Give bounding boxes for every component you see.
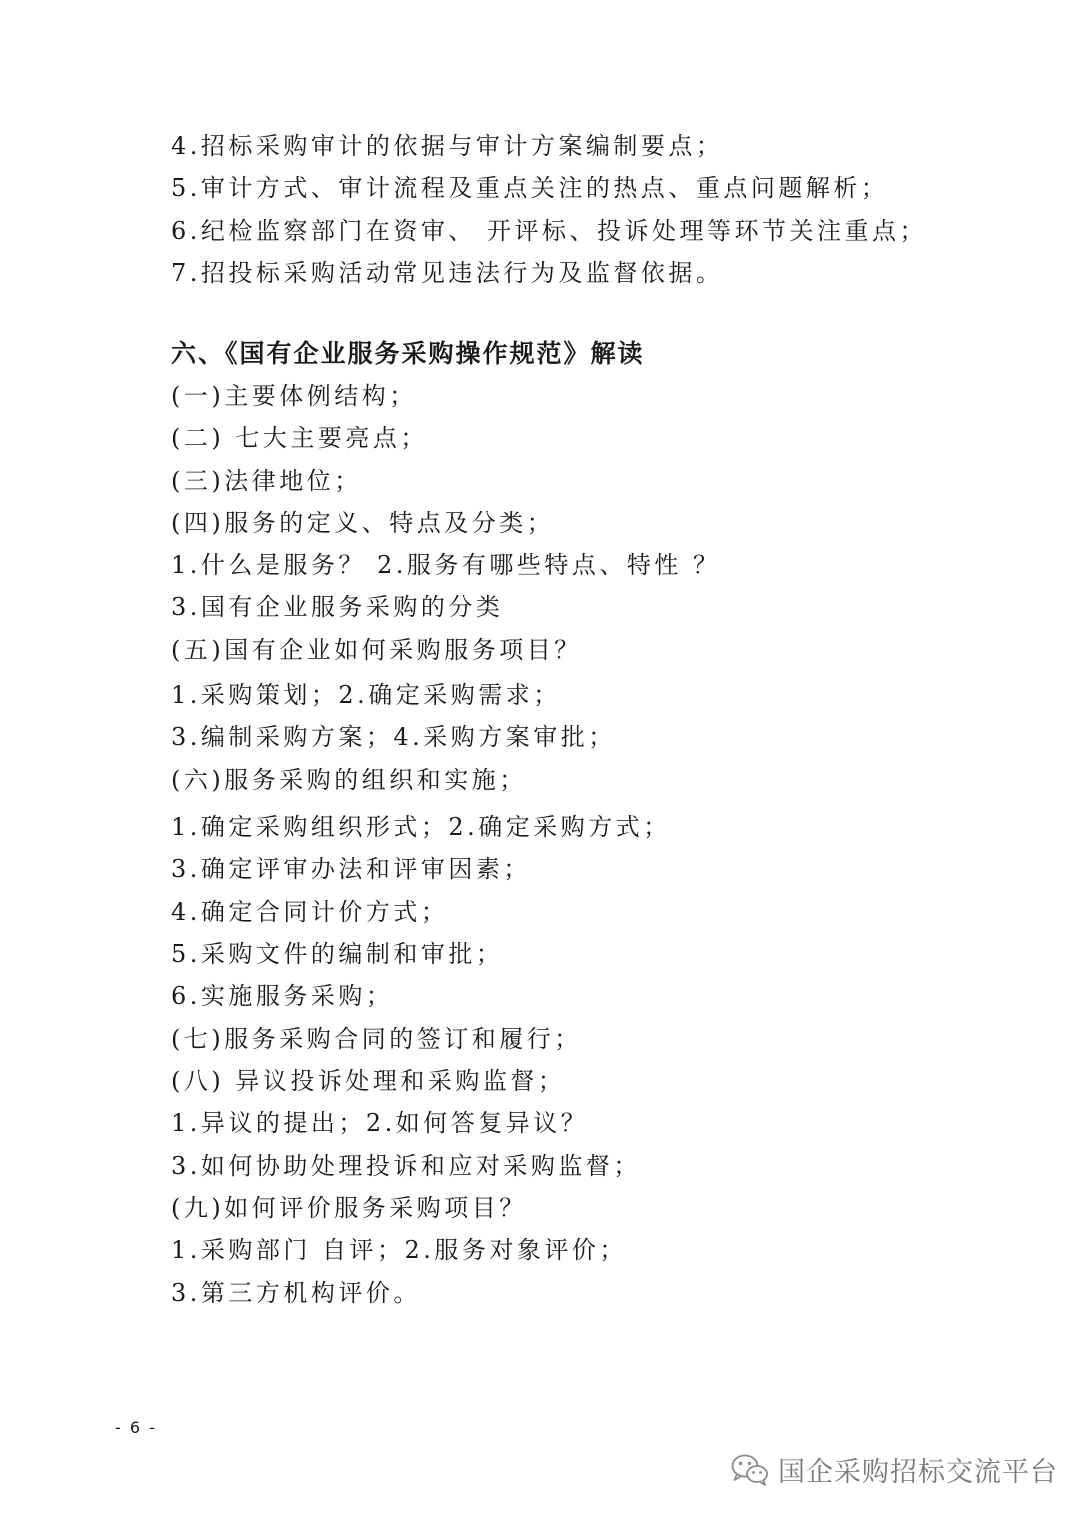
list-item: 3.国有企业服务采购的分类 <box>171 593 504 621</box>
list-item: (三)法律地位； <box>171 467 362 495</box>
list-item: (九)如何评价服务采购项目？ <box>171 1194 527 1222</box>
list-item: 1.什么是服务？ 2.服务有哪些特点、特性 ？ <box>171 551 721 579</box>
wechat-icon <box>730 1453 770 1487</box>
list-item: 3.确定评审办法和评审因素； <box>171 855 531 883</box>
list-item: 6.实施服务采购； <box>171 982 394 1010</box>
list-item: 1.异议的提出；2.如何答复异议？ <box>171 1109 589 1137</box>
list-item: 5.采购文件的编制和审批； <box>171 940 504 968</box>
list-item: (八) 异议投诉处理和采购监督； <box>171 1067 566 1095</box>
list-item: 6.纪检监察部门在资审、 开评标、投诉处理等环节关注重点； <box>171 217 928 245</box>
list-item: (二) 七大主要亮点； <box>171 424 428 452</box>
list-item: 4.招标采购审计的依据与审计方案编制要点； <box>171 132 724 160</box>
list-item: (六)服务采购的组织和实施； <box>171 766 527 794</box>
list-item: 5.审计方式、审计流程及重点关注的热点、重点问题解析； <box>171 174 889 202</box>
list-item: 3.第三方机构评价。 <box>171 1279 421 1307</box>
list-item: 3.编制采购方案；4.采购方案审批； <box>171 723 616 751</box>
watermark <box>730 1450 1058 1489</box>
list-item: (七)服务采购合同的签订和履行； <box>171 1025 582 1053</box>
watermark-text: 国企采购招标交流平台 <box>778 1457 1058 1488</box>
list-item: (一)主要体例结构； <box>171 382 417 410</box>
list-item: (四)服务的定义、特点及分类； <box>171 509 555 537</box>
list-item: 7.招投标采购活动常见违法行为及监督依据。 <box>171 259 724 287</box>
list-item: 1.确定采购组织形式；2.确定采购方式； <box>171 813 671 841</box>
list-item: 3.如何协助处理投诉和应对采购监督； <box>171 1152 641 1180</box>
page-number: - 6 - <box>115 1418 157 1437</box>
section-heading: 六、《国有企业服务采购操作规范》解读 <box>171 339 645 368</box>
list-item: (五)国有企业如何采购服务项目？ <box>171 636 582 664</box>
list-item: 4.确定合同计价方式； <box>171 898 449 926</box>
list-item: 1.采购部门 自评；2.服务对象评价； <box>171 1236 627 1264</box>
list-item: 1.采购策划；2.确定采购需求； <box>171 681 561 709</box>
